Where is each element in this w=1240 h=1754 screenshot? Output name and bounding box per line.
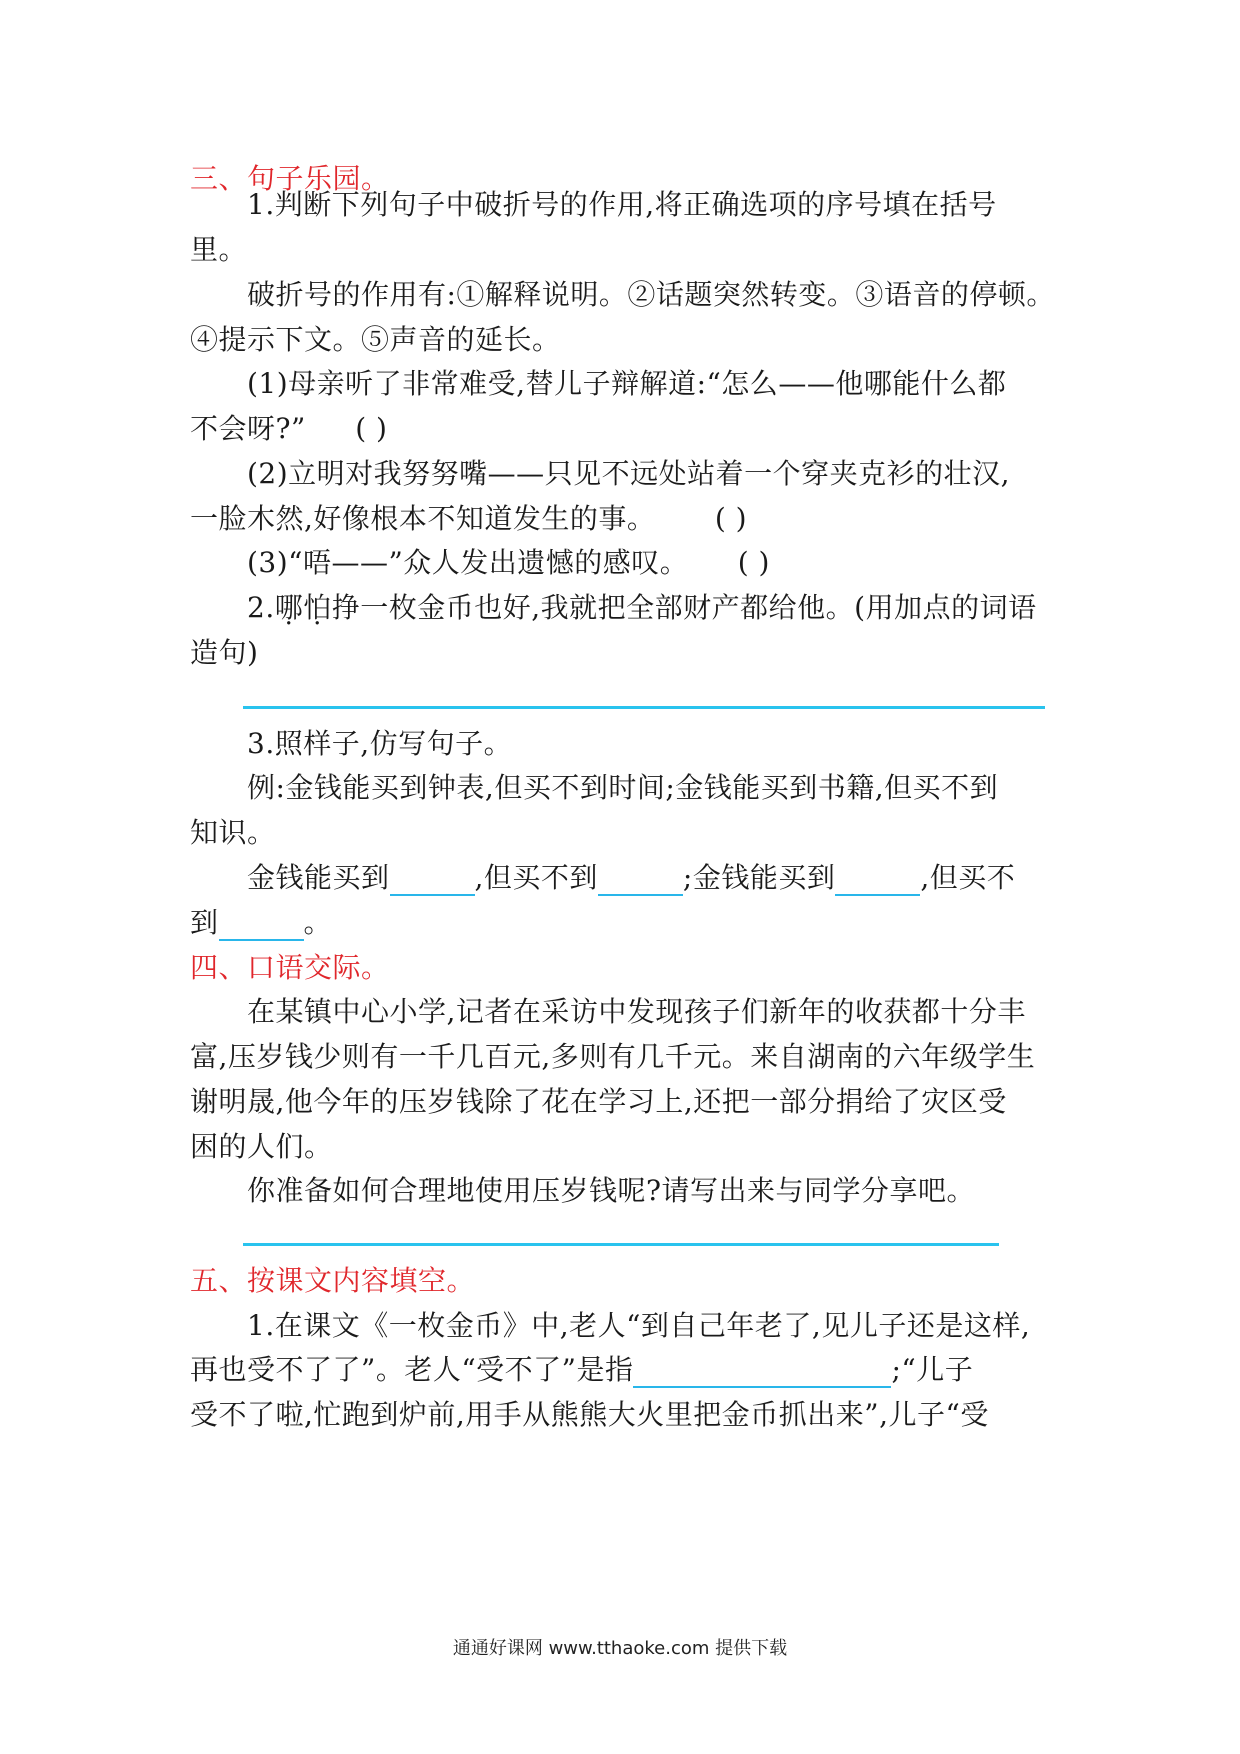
- passage-line-4: 困的人们。: [190, 1130, 333, 1163]
- fill-text-b: ,但买不到: [474, 861, 598, 894]
- answer-parens-1[interactable]: ( ): [355, 412, 388, 445]
- q1-line-2: 里。: [190, 233, 248, 266]
- q3-line-1: 3.照样子,仿写句子。: [247, 727, 513, 760]
- dotted-char-2: 怕: [303, 591, 332, 624]
- fill-line-1: [247, 860, 1015, 896]
- sentence-1-tail: 不会呀?”: [190, 412, 306, 445]
- section-5-line-1: 1.在课文《一枚金币》中,老人“到自己年老了,见儿子还是这样,: [247, 1309, 1031, 1342]
- fill-blank-3[interactable]: [835, 864, 920, 896]
- answer-parens-3[interactable]: ( ): [737, 546, 770, 579]
- fill-text-d: ,但买不: [920, 861, 1016, 894]
- fill-blank-1[interactable]: [390, 864, 475, 896]
- section-4-answer-line[interactable]: [243, 1243, 999, 1246]
- section-5-line-2-a: 再也受不了了”。老人“受不了”是指: [190, 1353, 634, 1386]
- q1-line-1: 1.判断下列句子中破折号的作用,将正确选项的序号填在括号: [247, 188, 997, 221]
- dotted-char-1: 哪: [274, 591, 304, 624]
- fill-text-a: 金钱能买到: [247, 861, 390, 894]
- example-line-2: 知识。: [190, 816, 276, 849]
- section-5-line-2-b: ;“儿子: [891, 1353, 974, 1386]
- section-4-heading: 四、口语交际。: [190, 951, 390, 984]
- sentence-2-line-1: (2)立明对我努努嘴——只见不远处站着一个穿夹克衫的壮汉,: [247, 457, 1011, 490]
- fill-blank-2[interactable]: [598, 864, 683, 896]
- section-4-prompt: 你准备如何合理地使用压岁钱呢?请写出来与同学分享吧。: [247, 1174, 976, 1207]
- passage-line-2: 富,压岁钱少则有一千几百元,多则有几千元。来自湖南的六年级学生: [190, 1040, 1036, 1073]
- section-3-heading: 三、句子乐园。: [190, 162, 390, 195]
- fill-text-end: 。: [303, 906, 333, 939]
- section-5-heading: 五、按课文内容填空。: [190, 1264, 476, 1297]
- sentence-1-line-1: (1)母亲听了非常难受,替儿子辩解道:“怎么——他哪能什么都: [247, 367, 1007, 400]
- section-5-line-3: 受不了啦,忙跑到炉前,用手从熊熊大火里把金币抓出来”,儿子“受: [190, 1398, 989, 1431]
- options-line-2: ④提示下文。⑤声音的延长。: [190, 323, 561, 356]
- fill-blank-4[interactable]: [219, 909, 304, 941]
- q2-answer-line[interactable]: [243, 706, 1045, 709]
- q2-rest: 挣一枚金币也好,我就把全部财产都给他。(用加点的词语: [331, 591, 1037, 624]
- sentence-3-text: (3)“唔——”众人发出遗憾的感叹。: [247, 546, 689, 579]
- sentence-3-line: [247, 545, 770, 581]
- fill-line-2: [190, 905, 332, 941]
- fill-text-c: ;金钱能买到: [682, 861, 836, 894]
- section-5-blank-1[interactable]: [633, 1356, 891, 1388]
- example-line-1: 例:金钱能买到钟表,但买不到时间;金钱能买到书籍,但买不到: [247, 771, 999, 804]
- sentence-2-line-2: [190, 501, 747, 537]
- passage-line-3: 谢明晟,他今年的压岁钱除了花在学习上,还把一部分捐给了灾区受: [190, 1085, 1007, 1118]
- fill-text-e: 到: [190, 906, 219, 939]
- answer-parens-2[interactable]: ( ): [714, 502, 748, 535]
- passage-line-1: 在某镇中心小学,记者在采访中发现孩子们新年的收获都十分丰: [247, 995, 1026, 1028]
- q2-line-2: 造句): [190, 636, 259, 669]
- section-5-line-2: [190, 1352, 973, 1388]
- options-line-1: 破折号的作用有:①解释说明。②话题突然转变。③语音的停顿。: [247, 278, 1055, 311]
- q2-prefix: 2.: [247, 591, 275, 624]
- q2-line-1: [247, 590, 1037, 626]
- sentence-1-line-2: [190, 411, 387, 447]
- sentence-2-tail: 一脸木然,好像根本不知道发生的事。: [190, 502, 656, 535]
- footer-credit: 通通好课网 www.tthaoke.com 提供下载: [452, 1638, 788, 1659]
